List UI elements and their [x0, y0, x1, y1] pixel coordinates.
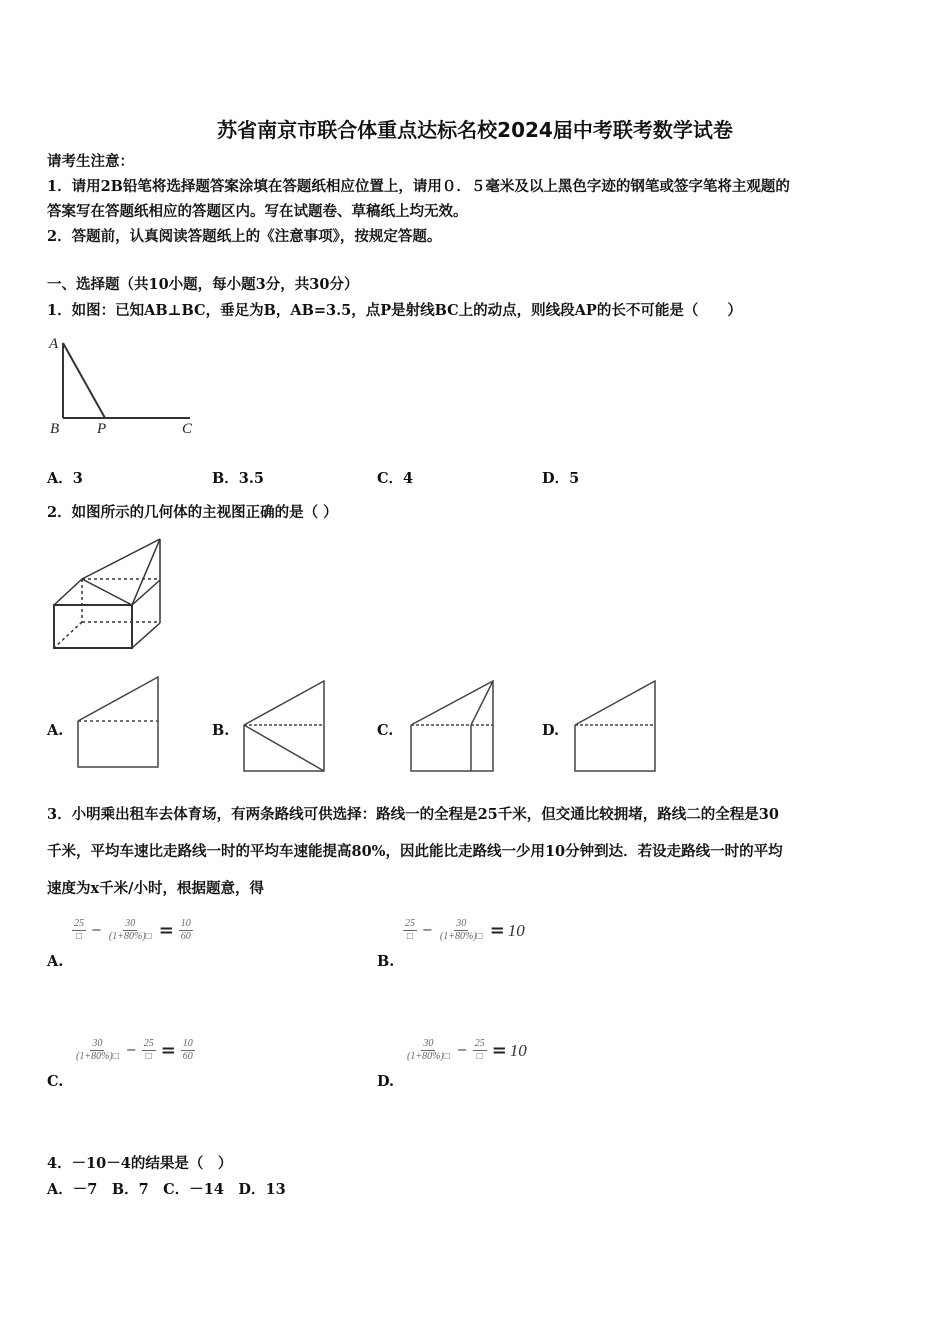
question-2-text: 2．如图所示的几何体的主视图正确的是（ ） [47, 504, 338, 521]
q4-options[interactable]: A．－7 B．7 C．－14 D．13 [47, 1181, 286, 1198]
q2-view-a [75, 675, 165, 775]
q3-formula-a: $\frac{25}{□}$ − $\frac{30}{(1+80\%)□}$ = $\frac{10}{60}$ [74, 918, 191, 942]
question-1-text: 1．如图：已知AB⊥BC，垂足为B，AB=3.5，点P是射线BC上的动点，则线段AP的长不可能是（ ） [47, 302, 742, 319]
q1-option-d[interactable]: D．5 [542, 470, 580, 487]
q3-formula-d: $\frac{30}{(1+80\%)□}$ − $\frac{25}{□}$ = 10 [407, 1038, 527, 1062]
q3-option-b[interactable]: B. [377, 953, 395, 970]
label-a: A [49, 336, 59, 352]
notice-line-3: 2．答题前，认真阅读答题纸上的《注意事项》，按规定答题。 [47, 228, 442, 245]
q2-view-b [241, 678, 331, 778]
q1-option-c[interactable]: C．4 [377, 470, 414, 487]
q3-option-a[interactable]: A. [47, 953, 64, 970]
question-3-line-1: 3．小明乘出租车去体育场，有两条路线可供选择：路线一的全程是25千米，但交通比较拥堵，路线二的全程是30 [47, 806, 779, 823]
section-heading: 一、选择题（共10小题，每小题3分，共30分） [47, 276, 359, 293]
notice-line-2: 答案写在答题纸相应的答题区内。写在试题卷、草稿纸上均无效。 [47, 203, 468, 220]
q2-view-d [572, 678, 662, 778]
q2-option-a[interactable]: A. [47, 722, 64, 739]
q2-option-c[interactable]: C. [377, 722, 394, 739]
q3-formula-c: $\frac{30}{(1+80\%)□}$ − $\frac{25}{□}$ = $\frac{10}{60}$ [76, 1038, 193, 1062]
question-3-line-3: 速度为x千米/小时，根据题意，得 [47, 880, 264, 897]
q2-option-b[interactable]: B. [212, 722, 230, 739]
q2-option-d[interactable]: D. [542, 722, 560, 739]
q3-option-d[interactable]: D. [377, 1073, 395, 1090]
label-b: B [50, 421, 60, 437]
label-c: C [182, 421, 193, 437]
question-3-line-2: 千米，平均车速比走路线一时的平均车速能提高80%，因此能比走路线一少用10分钟到达．若设走路线一时的平均 [47, 843, 783, 860]
q1-option-b[interactable]: B．3.5 [212, 470, 264, 487]
q2-view-c [408, 678, 500, 778]
q3-formula-b: $\frac{25}{□}$ − $\frac{30}{(1+80\%)□}$ = 10 [405, 918, 525, 942]
q1-option-a[interactable]: A．3 [47, 470, 83, 487]
label-p: P [97, 421, 107, 437]
question-4-text: 4．－10－4的结果是（ ） [47, 1155, 233, 1172]
q2-solid-figure [50, 533, 170, 653]
notice-heading: 请考生注意： [47, 153, 134, 170]
notice-line-1: 1．请用2B铅笔将选择题答案涂填在答题纸相应位置上，请用０．５毫米及以上黑色字迹的钢笔或签字笔将主观题的 [47, 178, 790, 195]
q1-triangle-figure [45, 333, 205, 443]
page-title: 苏省南京市联合体重点达标名校2024届中考联考数学试卷 [217, 118, 733, 142]
q3-option-c[interactable]: C. [47, 1073, 64, 1090]
